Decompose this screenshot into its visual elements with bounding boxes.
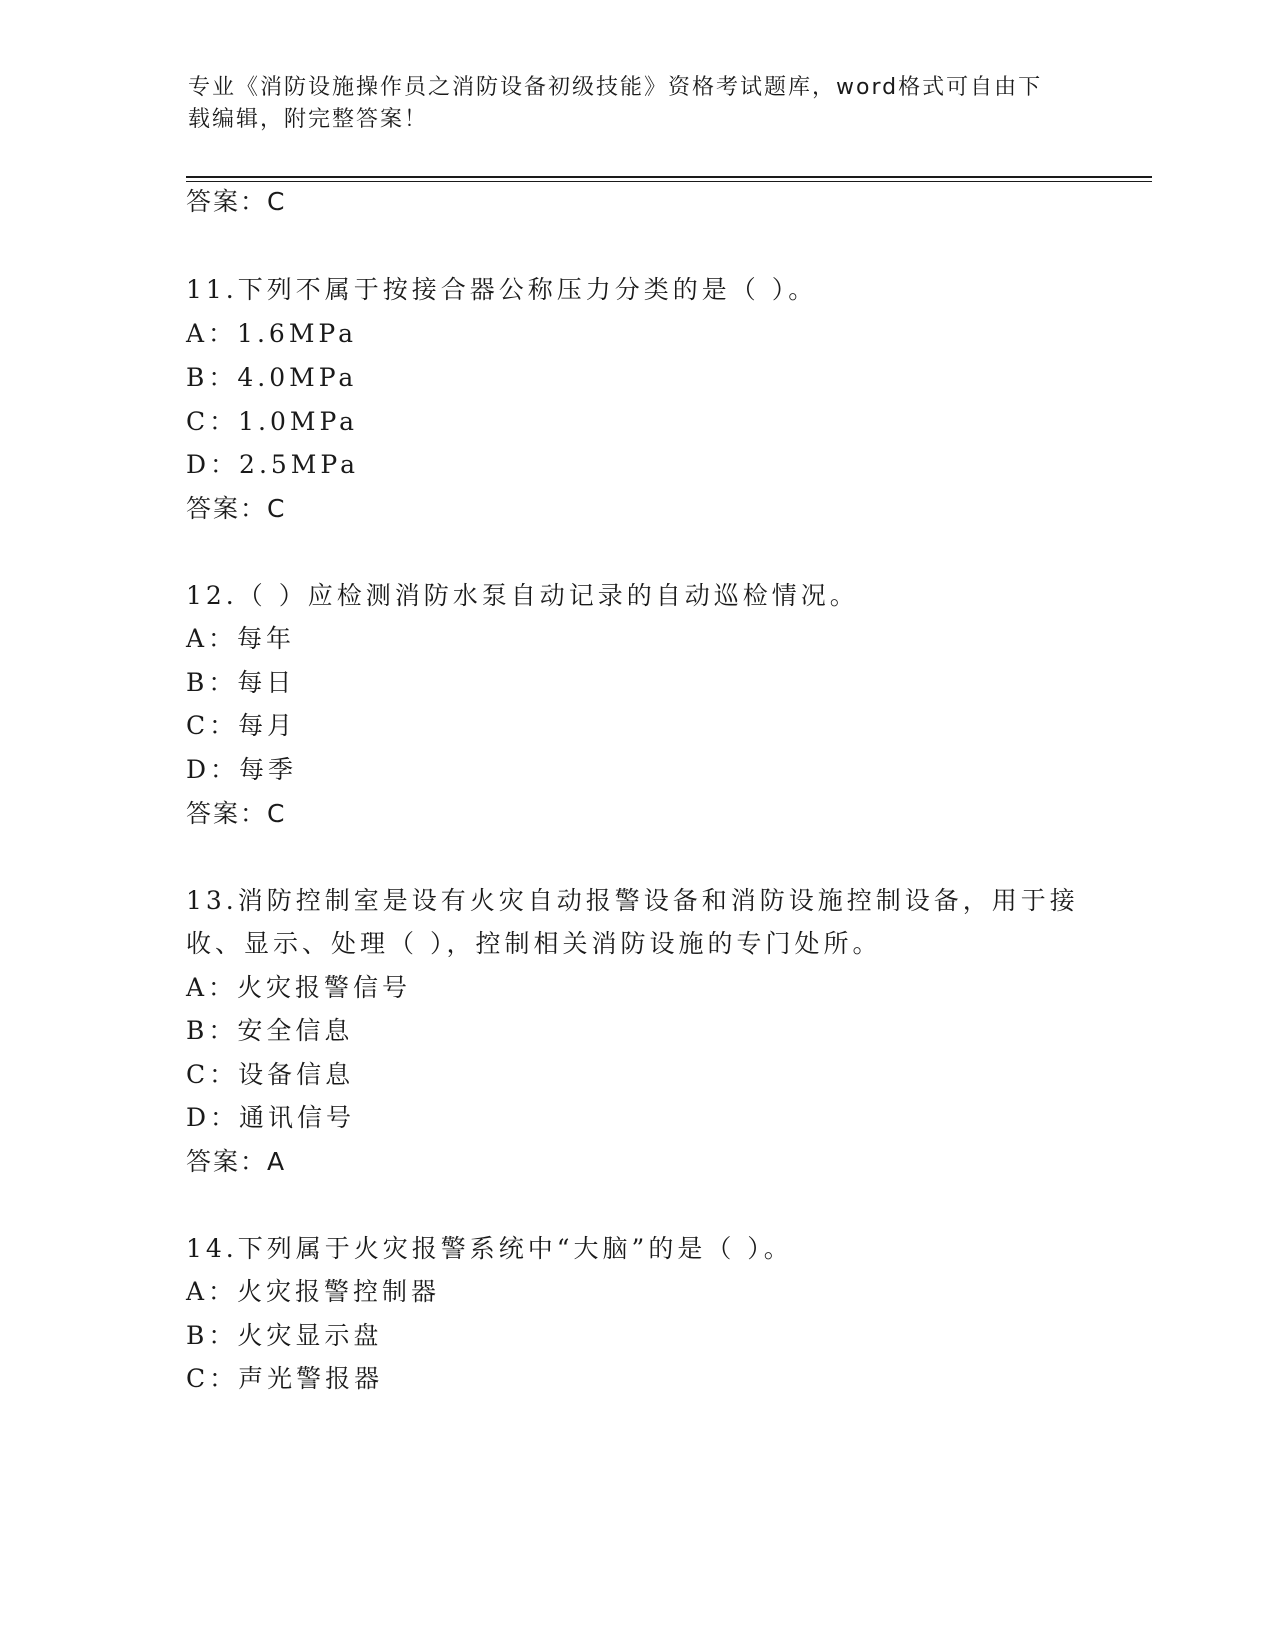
header-divider bbox=[186, 176, 1152, 178]
question-12-option-d: D：每季 bbox=[186, 755, 298, 784]
question-11-option-d: D：2.5MPa bbox=[186, 450, 360, 479]
question-12-stem: 12.（ ）应检测消防水泵自动记录的自动巡检情况。 bbox=[186, 581, 859, 610]
question-11-stem: 11.下列不属于按接合器公称压力分类的是（ ）。 bbox=[186, 275, 818, 304]
question-12-option-b: B：每日 bbox=[186, 668, 296, 697]
question-13-option-c: C：设备信息 bbox=[186, 1060, 355, 1089]
answer-q13: 答案：A bbox=[186, 1147, 287, 1176]
question-13-option-b: B：安全信息 bbox=[186, 1016, 354, 1045]
question-13-stem-line-2: 收、显示、处理（ ），控制相关消防设施的专门处所。 bbox=[186, 929, 882, 958]
question-13-stem-line-1: 13.消防控制室是设有火灾自动报警设备和消防设施控制设备，用于接 bbox=[186, 886, 1079, 915]
header-line-1: 专业《消防设施操作员之消防设备初级技能》资格考试题库，word格式可自由下 bbox=[188, 75, 1043, 100]
question-12-option-c: C：每月 bbox=[186, 711, 297, 740]
question-14-option-b: B：火灾显示盘 bbox=[186, 1321, 383, 1350]
header-line-2: 载编辑，附完整答案！ bbox=[188, 107, 429, 132]
question-12-option-a: A：每年 bbox=[186, 624, 296, 653]
question-11-option-a: A：1.6MPa bbox=[186, 319, 358, 348]
document-header bbox=[188, 72, 1068, 136]
question-13-option-a: A：火灾报警信号 bbox=[186, 973, 412, 1002]
question-13-option-d: D：通讯信号 bbox=[186, 1103, 356, 1132]
header-divider-thin bbox=[186, 181, 1152, 182]
question-14-stem: 14.下列属于火灾报警系统中“大脑”的是（ ）。 bbox=[186, 1234, 793, 1263]
answer-q10: 答案：C bbox=[186, 187, 287, 216]
answer-q12: 答案：C bbox=[186, 799, 287, 828]
question-11-option-c: C：1.0MPa bbox=[186, 407, 359, 436]
answer-q11: 答案：C bbox=[186, 494, 287, 523]
question-14-option-a: A：火灾报警控制器 bbox=[186, 1277, 441, 1306]
question-14-option-c: C：声光警报器 bbox=[186, 1364, 384, 1393]
question-11-option-b: B：4.0MPa bbox=[186, 363, 358, 392]
